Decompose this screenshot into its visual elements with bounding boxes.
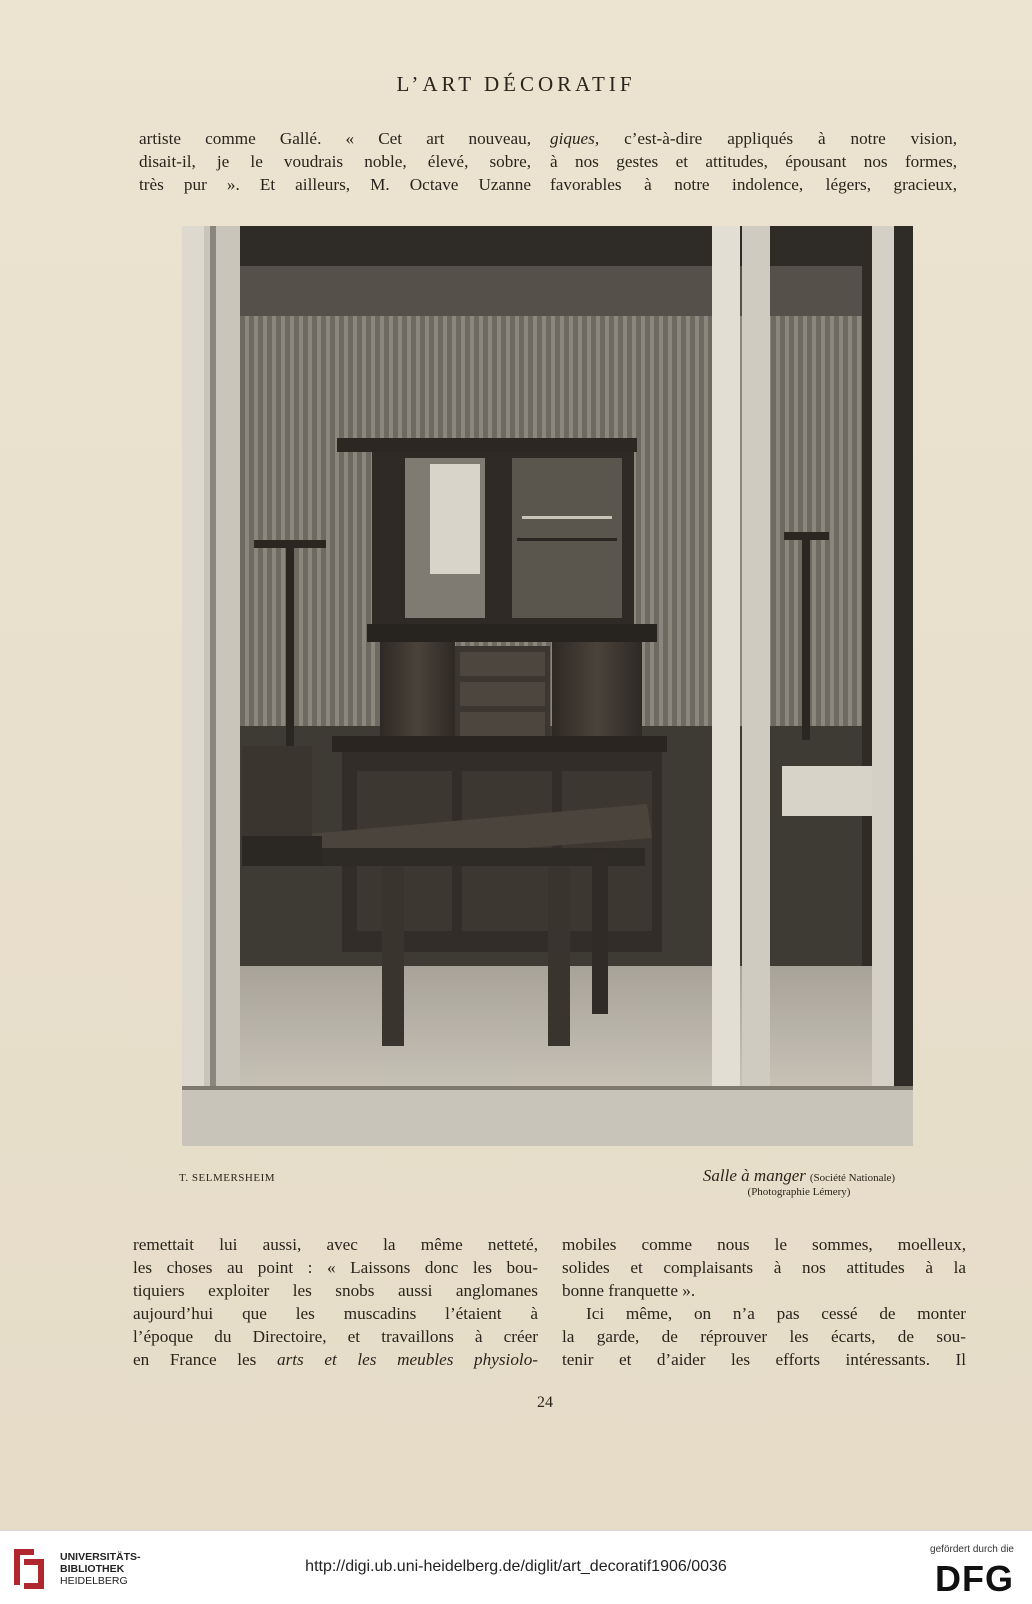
text-line bbox=[133, 1348, 538, 1371]
text-line: remettait lui aussi, avec la même netteté, bbox=[133, 1235, 538, 1254]
caption-title-note: (Société Nationale) bbox=[809, 1172, 896, 1184]
text-line: solides et complaisants à nos attitudes à la bbox=[562, 1258, 966, 1277]
furniture-photograph bbox=[182, 226, 913, 1146]
running-head: L’ART DÉCORATIF bbox=[396, 72, 636, 96]
text-line: aujourd’hui que les muscadins l’étaient à bbox=[133, 1304, 538, 1323]
italic-phrase: arts et les meubles physiolo- bbox=[276, 1350, 539, 1369]
page-number: 24 bbox=[537, 1394, 553, 1411]
caption-artist: T. SELMERSHEIM bbox=[179, 1172, 276, 1184]
italic-word: giques bbox=[550, 129, 595, 148]
text-column-bottom-left bbox=[133, 1233, 538, 1371]
text-line bbox=[550, 127, 957, 150]
text-fragment: en France les bbox=[133, 1350, 277, 1369]
text-line: mobiles comme nous le sommes, moelleux, bbox=[562, 1235, 966, 1254]
digitization-footer bbox=[0, 1530, 1032, 1604]
text-line: favorables à notre indolence, légers, gracieux, bbox=[550, 175, 957, 194]
text-line: la garde, de réprouver les écarts, de sou- bbox=[562, 1327, 966, 1346]
text-line: l’époque du Directoire, et travaillons à créer bbox=[133, 1327, 538, 1346]
institution-line: UNIVERSITÄTS- bbox=[60, 1551, 141, 1563]
text-column-top-left bbox=[139, 127, 531, 196]
text-column-top-right bbox=[550, 127, 957, 196]
text-line: tenir et d’aider les efforts intéressants. Il bbox=[562, 1350, 966, 1369]
dining-room-illustration bbox=[182, 226, 913, 1146]
funded-by-label: gefördert durch die bbox=[930, 1544, 1014, 1555]
institution-line: BIBLIOTHEK bbox=[60, 1563, 125, 1575]
text-column-bottom-right bbox=[562, 1233, 966, 1371]
text-fragment: , c’est-à-dire appliqués à notre vision, bbox=[594, 129, 957, 148]
institution-line: HEIDELBERG bbox=[60, 1575, 128, 1587]
caption-title-block bbox=[668, 1166, 930, 1198]
text-line: bonne franquette ». bbox=[562, 1281, 696, 1300]
text-line: tiquiers exploiter les snobs aussi anglomanes bbox=[133, 1281, 538, 1300]
caption-title bbox=[668, 1166, 930, 1186]
caption-title-italic: Salle à manger bbox=[702, 1166, 806, 1185]
caption-photo-credit: (Photographie Lémery) bbox=[747, 1186, 851, 1198]
funder-logo: DFG bbox=[935, 1558, 1014, 1599]
text-line: très pur ». Et ailleurs, M. Octave Uzanne bbox=[139, 175, 531, 194]
text-line: Ici même, on n’a pas cessé de monter bbox=[586, 1304, 966, 1323]
text-line: artiste comme Gallé. « Cet art nouveau, bbox=[139, 129, 531, 148]
text-line: à nos gestes et attitudes, épousant nos formes, bbox=[550, 152, 957, 171]
text-line: les choses au point : « Laissons donc les bou- bbox=[133, 1258, 538, 1277]
permalink-url[interactable]: http://digi.ub.uni-heidelberg.de/diglit/art_decoratif1906/0036 bbox=[305, 1558, 727, 1575]
text-line: disait-il, je le voudrais noble, élevé, sobre, bbox=[139, 152, 531, 171]
